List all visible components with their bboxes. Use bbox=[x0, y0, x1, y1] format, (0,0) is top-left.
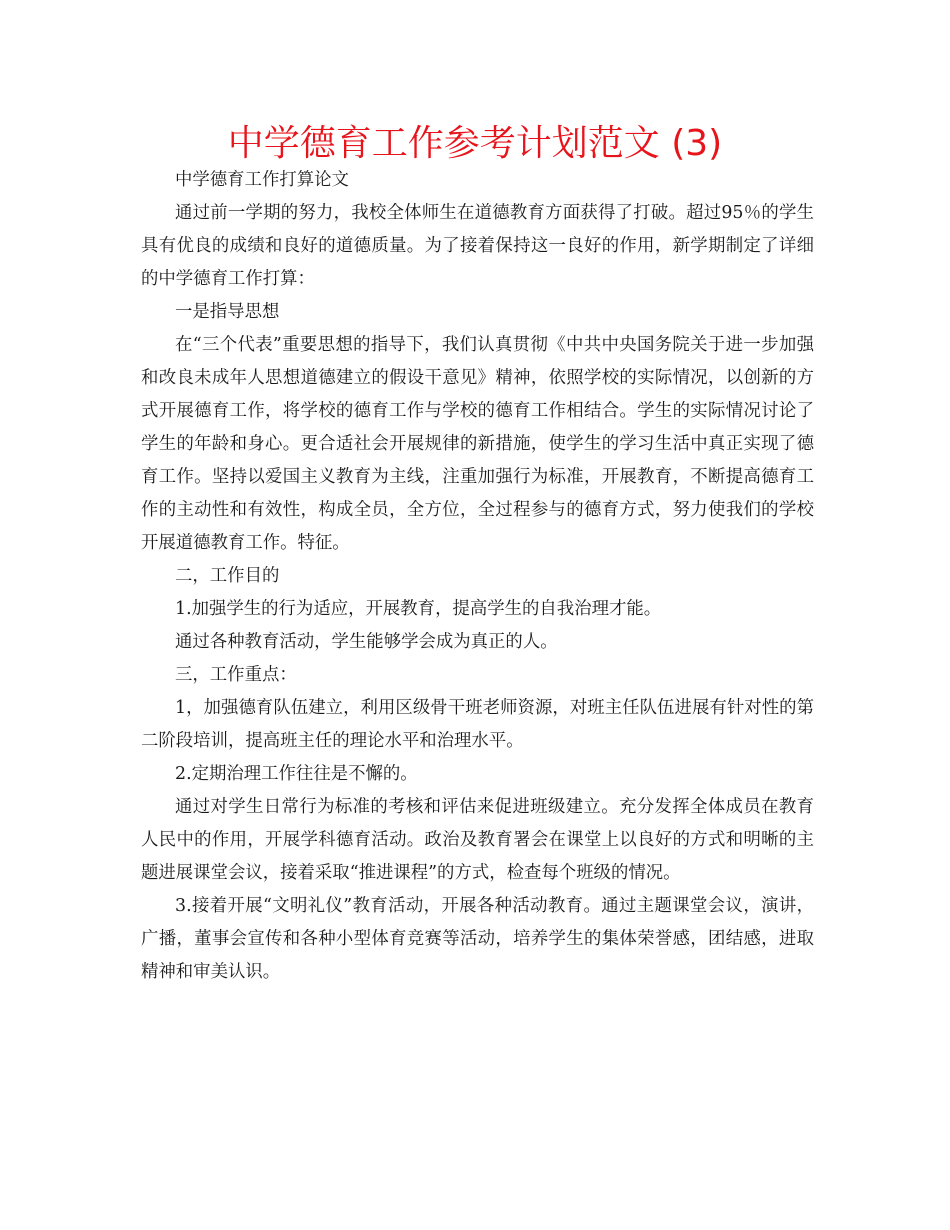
paragraph-focus-3: 3.接着开展“文明礼仪”教育活动，开展各种活动教育。通过主题课堂会议，演讲，广播，董事会宣传和各种小型体育竞赛等活动，培养学生的集体荣誉感，团结感，进取精神和审美认识。 bbox=[141, 896, 814, 982]
section-heading-work-focus: 三，工作重点： bbox=[175, 665, 297, 685]
paragraph-guiding-ideology: 在“三个代表”重要思想的指导下，我们认真贯彻《中共中央国务院关于进一步加强和改良未成年人思想道德建立的假设干意见》精神，依照学校的实际情况，以创新的方式开展德育工作，将学校的德育工作与学校的德育工作相结合。学生的实际情况讨论了学生的年龄和身心。更合适社会开展规律的新措施，使学生的学习生活中真正实现了德育工作。坚持以爱国主义教育为主线，注重加强行为标准，开展教育，不断提高德育工作的主动性和有效性，构成全员，全方位，全过程参与的德育方式，努力使我们的学校开展道德教育工作。特征。 bbox=[141, 335, 814, 553]
section-heading-guiding-ideology: 一是指导思想 bbox=[175, 302, 280, 322]
document-body bbox=[141, 164, 814, 989]
paragraph-focus-2-detail: 通过对学生日常行为标准的考核和评估来促进班级建立。充分发挥全体成员在教育人民中的作用，开展学科德育活动。政治及教育署会在课堂上以良好的方式和明晰的主题进展课堂会议，接着采取“推进课程”的方式，检查每个班级的情况。 bbox=[141, 797, 814, 883]
document-title: 中学德育工作参考计划范文 (3) bbox=[227, 123, 723, 164]
paragraph-goal-1: 1.加强学生的行为适应，开展教育，提高学生的自我治理才能。 bbox=[175, 599, 662, 619]
section-heading-work-goals: 二，工作目的 bbox=[175, 566, 280, 586]
paragraph-goal-2: 通过各种教育活动，学生能够学会成为真正的人。 bbox=[175, 632, 558, 652]
paragraph-focus-1: 1，加强德育队伍建立，利用区级骨干班老师资源，对班主任队伍进展有针对性的第二阶段培训，提高班主任的理论水平和治理水平。 bbox=[141, 698, 814, 751]
paragraph-focus-2: 2.定期治理工作往往是不懈的。 bbox=[175, 764, 418, 784]
paragraph-subtitle: 中学德育工作打算论文 bbox=[175, 170, 349, 190]
paragraph-intro: 通过前一学期的努力，我校全体师生在道德教育方面获得了打破。超过95％的学生具有优良的成绩和良好的道德质量。为了接着保持这一良好的作用，新学期制定了详细的中学德育工作打算： bbox=[141, 203, 814, 289]
